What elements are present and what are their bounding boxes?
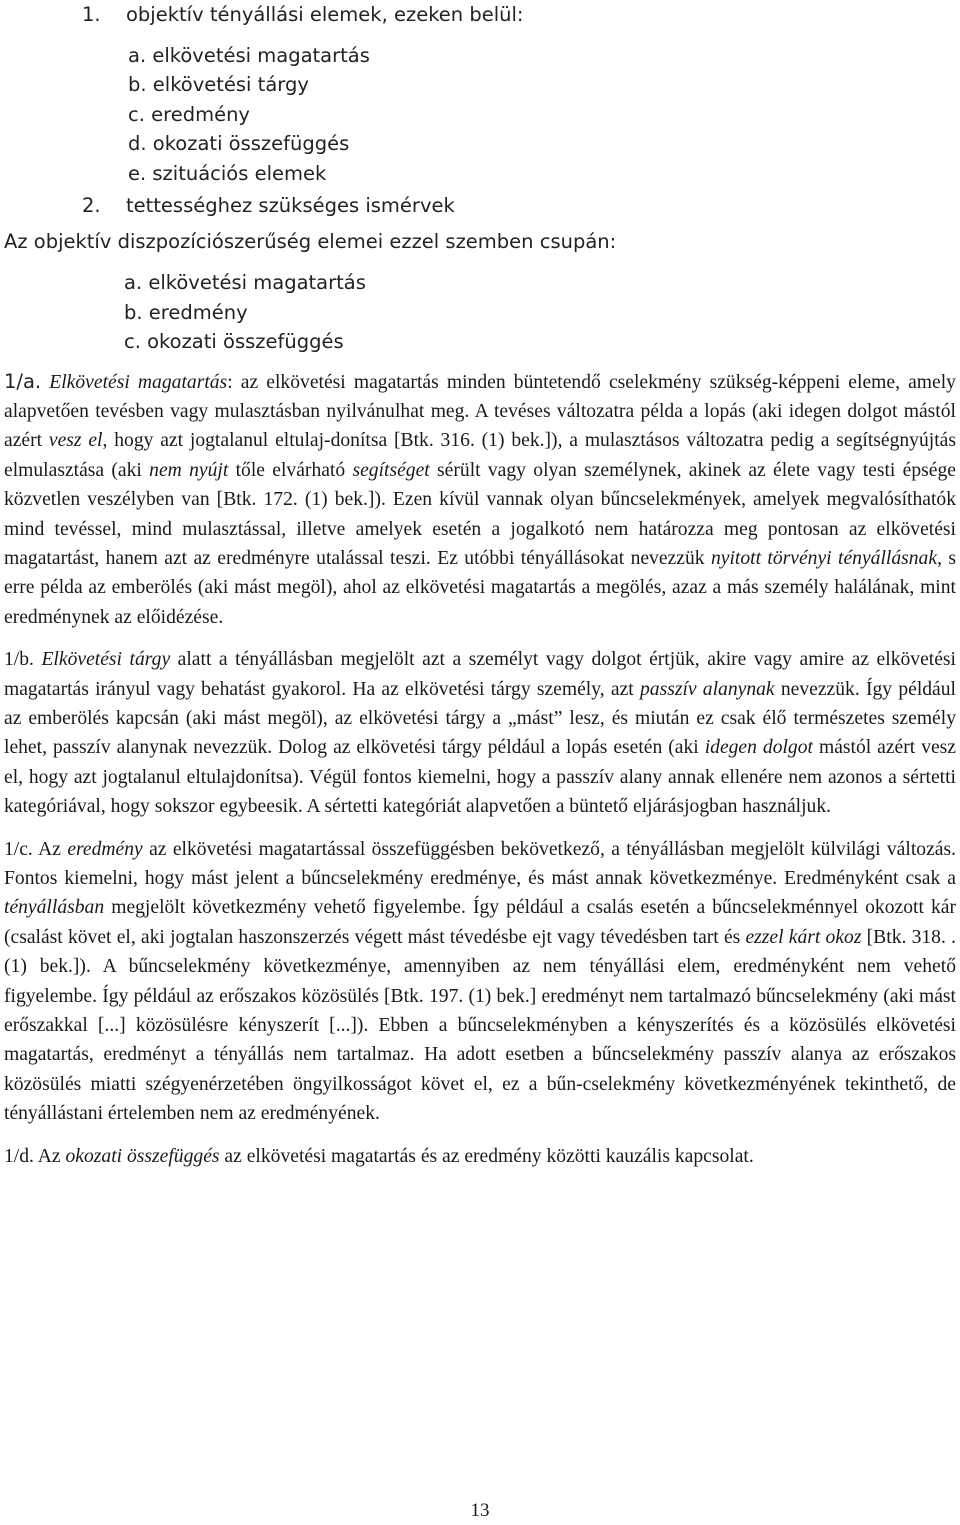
paragraph-text: Az — [33, 1145, 66, 1167]
paragraph-text: tőle elvárható — [228, 459, 353, 481]
emphasis: tényállásban — [4, 897, 105, 919]
paragraph-text: alatt a tényállásban megjelölt azt a személyt vagy dolgot értjük, akire vagy amire az elkövetési magatartás irányul vagy behatást gyakorol. Ha az elkövetési tárgy személy, azt — [4, 649, 956, 700]
list-item: b. elkövetési tárgy — [128, 73, 309, 96]
paragraph-text: az elkövetési magatartással összefüggésben bekövetkező, a tényállásban megjelölt külvilági változás. Fontos kiemelni, hogy mást jelent a bűncselekmény eredménye, és mást annak következménye. Eredményként csak a — [4, 838, 956, 889]
section-label: 1/b. — [4, 649, 34, 671]
paragraph-text: : az elkövetési magatartás minden büntetendő cselekmény szükség-képpeni eleme, amely alapvetően tevésben vagy mulasztásban nyilvánulhat meg. A tevéses változatra példa a lopás (aki idegen dolgot mástól azért — [4, 371, 956, 452]
intro-text: Az objektív diszpozíciószerűség elemei ezzel szemben csupán: — [4, 229, 617, 253]
paragraph-1b — [4, 645, 956, 821]
sublist-2 — [4, 268, 956, 357]
section-term: okozati összefüggés — [65, 1145, 220, 1167]
list-item-2 — [4, 191, 956, 221]
paragraph-text: megjelölt következmény vehető figyelembe. Így például a csalás esetén a bűncselekménnyel okozott kár (csalást követ el, aki jogtalan haszonszerzés végett mást tévedésbe ejt vagy tévedésben tart és — [4, 897, 956, 948]
paragraph-1a — [4, 368, 956, 633]
list-number: 2. — [82, 194, 101, 217]
sublist-1 — [4, 41, 956, 189]
emphasis: nem nyújt — [149, 459, 229, 481]
paragraph-text: sérült vagy olyan személynek, akinek az élete vagy testi épsége közvetlen veszélyben van [Btk. 172. (1) bek.]). Ezen kívül vannak olyan bűncselekmények, amelyek megvalósíthatók mind tevéssel, mind mulasztással, illetve amelyek esetén a jogalkotó nem határozza meg pontosan az elkövetési magatartást, hanem azt az eredményre utalással teszi. Ez utóbbi tényállásokat nevezzük — [4, 459, 956, 569]
paragraph-text: Az — [32, 838, 68, 860]
paragraph-text: az elkövetési magatartás és az eredmény közötti kauzális kapcsolat. — [219, 1145, 754, 1167]
list-item: e. szituációs elemek — [128, 161, 327, 185]
list-text: objektív tényállási elemek, ezeken belül: — [126, 3, 524, 26]
section-label: 1/d. — [4, 1145, 34, 1167]
emphasis: ezzel kárt okoz — [745, 926, 862, 948]
list-item: c. okozati összefüggés — [124, 330, 344, 353]
emphasis: vesz el — [48, 430, 103, 452]
list-item-1 — [4, 0, 956, 30]
emphasis: nyitott törvényi tényállásnak — [710, 547, 938, 569]
paragraph-1c — [4, 835, 956, 1129]
section-term: Elkövetési magatartás — [49, 371, 228, 393]
list-item: d. okozati összefüggés — [128, 132, 350, 155]
section-term: Elkövetési tárgy — [41, 649, 171, 671]
paragraph-1d — [4, 1142, 956, 1171]
section-term: eredmény — [67, 838, 143, 860]
list-item: b. eredmény — [124, 300, 248, 324]
emphasis: idegen dolgot — [704, 737, 813, 759]
list-number: 1. — [82, 3, 101, 26]
section-label: 1/a. — [4, 369, 42, 393]
emphasis: segítséget — [352, 459, 430, 481]
list-item: a. elkövetési magatartás — [128, 43, 370, 67]
outline-section — [4, 0, 956, 357]
page-number: 13 — [470, 1500, 490, 1521]
paragraph-text: mástól azért vesz el, hogy azt jogtalanul eltulajdonítsa). Végül fontos kiemelni, hogy a passzív alany annak ellenére nem azonos a sértetti kategóriával, hogy sokszor egybeesik. A sértetti kategóriát alapvetően a büntető eljárásjogban használjuk. — [4, 737, 957, 818]
list-item: a. elkövetési magatartás — [124, 271, 366, 294]
list-item: c. eredmény — [128, 102, 250, 126]
section-label: 1/c. — [4, 838, 33, 860]
list-text: tettességhez szükséges ismérvek — [126, 194, 455, 217]
paragraph-text: nevezzük. Így például az emberölés kapcsán (aki mást megöl), az elkövetési tárgy a „mást” lesz, és miután ez csak élő természetes személy lehet, passzív alanynak nevezzük. Dolog az elkövetési tárgy például a lopás esetén (aki — [4, 678, 956, 759]
emphasis: passzív alanynak — [639, 678, 775, 700]
paragraph-text: [Btk. 318. . (1) bek.]). A bűncselekmény következménye, amennyiben az nem tényállási elem, eredményként nem vehető figyelembe. Így például az erőszakos közösülés [Btk. 197. (1) bek.] eredményt nem tartalmazó bűncselekmény (aki mást erőszakkal [...] közösülésre kényszerít [...]). Ebben a bűncselekményben a kényszerítés és a közösülés elkövetési magatartás, eredményt a tényállás nem tartalmaz. Ha adott esetben a bűncselekmény passzív alanya az erőszakos közösülés miatti szégyenérzetében öngyilkosságot követ el, ez a bűn-cselekmény következményének tekinthető, de tényállástani értelemben nem az eredményének. — [4, 926, 956, 1125]
paragraph-text: , s erre példa az emberölés (aki mást megöl), ahol az elkövetési magatartás a megölés, azaz a más személy halálának, mint eredménynek az előidézése. — [4, 547, 956, 628]
paragraph-text: , hogy azt jogtalanul eltulaj-donítsa [Btk. 316. (1) bek.]), a mulasztásos változatra pedig a segítségnyújtás elmulasztása (aki — [4, 430, 956, 481]
